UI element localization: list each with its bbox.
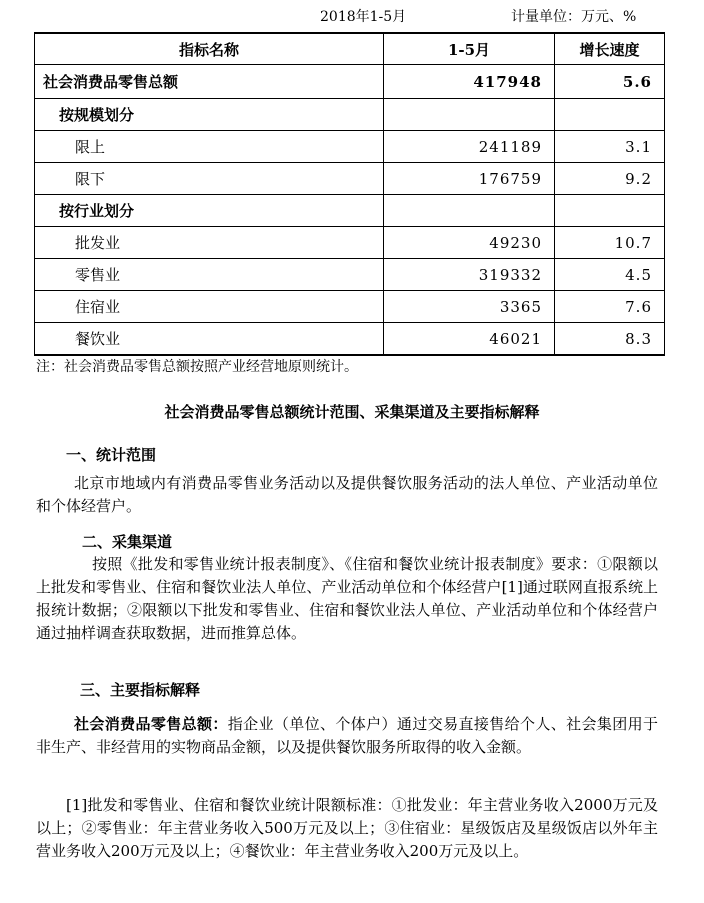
table-note: 注：社会消费品零售总额按照产业经营地原则统计。	[36, 359, 358, 375]
row-growth: 5.6	[555, 65, 665, 99]
table-row	[35, 227, 665, 259]
row-value	[384, 99, 555, 131]
table-row	[35, 195, 665, 227]
row-value: 46021	[384, 323, 555, 356]
table-row	[35, 99, 665, 131]
row-growth: 10.7	[555, 227, 665, 259]
unit-label: 计量单位：万元、%	[511, 9, 637, 25]
table-row	[35, 163, 665, 195]
row-growth	[555, 195, 665, 227]
paragraph-scope: 北京市地域内有消费品零售业务活动以及提供餐饮服务活动的法人单位、产业活动单位和个体经营户。	[36, 474, 658, 515]
row-growth: 7.6	[555, 291, 665, 323]
footnote: [1]批发和零售业、住宿和餐饮业统计限额标准：①批发业：年主营业务收入2000万元及以上；②零售业：年主营业务收入500万元及以上；③住宿业：星级饭店及星级饭店以外年主营业务收入200万元及以上；④餐饮业：年主营业务收入200万元及以上。	[36, 796, 658, 860]
row-label: 按行业划分	[35, 195, 384, 227]
definition-text: 指企业（单位、个体户）通过交易直接售给个人、社会集团用于非生产、非经营用的实物商品金额，以及提供餐饮服务所取得的收入金额。	[36, 715, 658, 756]
table-row	[35, 65, 665, 99]
row-growth: 4.5	[555, 259, 665, 291]
column-header-name: 指标名称	[35, 33, 384, 65]
table-header-row	[35, 33, 665, 65]
table-row	[35, 323, 665, 356]
heading-definitions: 三、主要指标解释	[80, 681, 201, 699]
paragraph-channels: 按照《批发和零售业统计报表制度》、《住宿和餐饮业统计报表制度》要求：①限额以上批发和零售业、住宿和餐饮业法人单位、产业活动单位和个体经营户[1]通过联网直报系统上报统计数据；②限额以下批发和零售业、住宿和餐饮业法人单位、产业活动单位和个体经营户通过抽样调查获取数据，进而推算总体。	[36, 555, 658, 642]
row-growth: 3.1	[555, 131, 665, 163]
row-label: 餐饮业	[35, 323, 384, 356]
row-label: 零售业	[35, 259, 384, 291]
row-label: 批发业	[35, 227, 384, 259]
row-label: 住宿业	[35, 291, 384, 323]
paragraph-definitions	[36, 713, 658, 759]
row-label: 社会消费品零售总额	[35, 65, 384, 99]
row-value	[384, 195, 555, 227]
row-label: 按规模划分	[35, 99, 384, 131]
column-header-value: 1-5月	[384, 33, 555, 65]
row-value: 241189	[384, 131, 555, 163]
heading-scope: 一、统计范围	[66, 446, 157, 464]
row-value: 3365	[384, 291, 555, 323]
row-label: 限下	[35, 163, 384, 195]
report-period: 2018年1-5月	[320, 9, 407, 25]
row-value: 319332	[384, 259, 555, 291]
row-value: 49230	[384, 227, 555, 259]
row-growth	[555, 99, 665, 131]
row-growth: 9.2	[555, 163, 665, 195]
retail-sales-table	[34, 32, 665, 356]
table-row	[35, 259, 665, 291]
row-growth: 8.3	[555, 323, 665, 356]
term-total-retail-sales: 社会消费品零售总额：	[74, 715, 228, 733]
row-label: 限上	[35, 131, 384, 163]
table-row	[35, 131, 665, 163]
row-value: 176759	[384, 163, 555, 195]
row-value: 417948	[384, 65, 555, 99]
section-title: 社会消费品零售总额统计范围、采集渠道及主要指标解释	[164, 403, 540, 421]
heading-channels: 二、采集渠道	[82, 533, 173, 551]
table-row	[35, 291, 665, 323]
column-header-growth: 增长速度	[555, 33, 665, 65]
